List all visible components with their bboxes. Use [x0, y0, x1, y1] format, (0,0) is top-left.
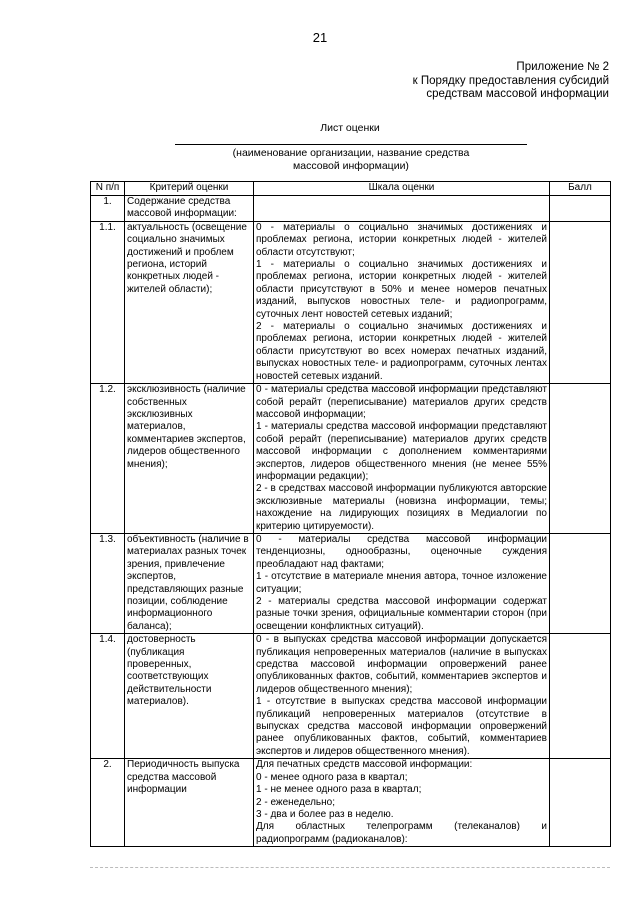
scale-cell	[254, 634, 550, 759]
score-cell[interactable]	[550, 196, 611, 222]
caption-line-1: (наименование организации, название средства	[232, 147, 470, 159]
appendix-line-1: Приложение № 2	[516, 61, 609, 73]
appendix-line-2: к Порядку предоставления субсидий	[412, 74, 609, 87]
criterion-cell: достоверность (публикация проверенных, соответствующих действительности материалов).	[125, 634, 254, 759]
table-row	[91, 533, 611, 633]
caption-line-2: массовой информации)	[293, 159, 409, 172]
evaluation-table	[90, 181, 611, 847]
scale-item: 1 - материалы средства массовой информации представляют собой рерайт (переписывание) материалов других средств массовой информации с дополнением комментариями экспертов, лидеров общественного мнения (не менее 55% информации редакции);	[256, 421, 547, 482]
score-cell[interactable]	[550, 384, 611, 534]
page-cut-line	[90, 867, 610, 868]
scale-item: 2 - в средствах массовой информации публикуются авторские эксклюзивные материалы (новизна информации, темы; нахождение на лидирующих позициях в Медиалогии по критерию цитируемости).	[256, 483, 547, 532]
table-row	[91, 634, 611, 759]
scale-item: 0 - в выпусках средства массовой информации допускается публикация непроверенных материалов (наличие в выпусках средства массовой информации опровержений ранее опубликованных фактов, событий, комментариев экспертов и лидеров общественного мнения);	[256, 634, 547, 695]
row-number: 1.	[91, 196, 125, 222]
scale-item: 2 - материалы средства массовой информации содержат разные точки зрения, официальные комментарии сторон (при освещении конфликтных ситуаций).	[256, 596, 547, 632]
table-row	[91, 759, 611, 847]
row-number: 1.4.	[91, 634, 125, 759]
table-row	[91, 196, 611, 222]
scale-item: 3 - два и более раз в неделю.	[256, 808, 394, 820]
scale-cell	[254, 384, 550, 534]
row-number: 1.1.	[91, 221, 125, 383]
scale-item: 0 - материалы средства массовой информации представляют собой рерайт (переписывание) материалов других средств массовой информации;	[256, 384, 547, 420]
organization-name-line	[175, 144, 527, 145]
sheet-title: Лист оценки	[320, 122, 380, 134]
scale-cell	[254, 759, 550, 847]
table-header-row	[91, 182, 611, 196]
criterion-cell: эксклюзивность (наличие собственных эксклюзивных материалов, комментариев экспертов, лидеров общественного мнения);	[125, 384, 254, 534]
scale-cell	[254, 533, 550, 633]
scale-cell	[254, 221, 550, 383]
scale-item: 2 - еженедельно;	[256, 796, 335, 808]
scale-item: 1 - отсутствие в материале мнения автора, точное изложение ситуации;	[256, 571, 547, 595]
header-score: Балл	[550, 182, 611, 196]
organization-name-caption	[175, 147, 527, 172]
score-cell[interactable]	[550, 533, 611, 633]
table-row	[91, 384, 611, 534]
table-body	[91, 196, 611, 847]
header-number: N п/п	[91, 182, 125, 196]
scale-item: 1 - не менее одного раза в квартал;	[256, 784, 422, 796]
scale-item: Для печатных средств массовой информации:	[256, 759, 473, 771]
row-number: 2.	[91, 759, 125, 847]
criterion-cell: Периодичность выпуска средства массовой информации	[125, 759, 254, 847]
row-number: 1.2.	[91, 384, 125, 534]
score-cell[interactable]	[550, 634, 611, 759]
scale-cell	[254, 196, 550, 222]
appendix-line-3: средствам массовой информации	[426, 88, 609, 100]
scale-item: Для областных телепрограмм (телеканалов) и радиопрограмм (радиоканалов):	[256, 821, 547, 845]
score-cell[interactable]	[550, 759, 611, 847]
scale-item: 2 - материалы о социально значимых достижениях и проблемах региона, истории конкретных людей - жителей области присутствуют во всех номерах печатных изданий, выпусках новостных теле- и радиопрограмм, суточных лентах новостей сетевых изданий.	[256, 321, 547, 382]
score-cell[interactable]	[550, 221, 611, 383]
header-scale: Шкала оценки	[254, 182, 550, 196]
page-number: 21	[312, 30, 328, 45]
header-criterion: Критерий оценки	[125, 182, 254, 196]
scale-item: 0 - менее одного раза в квартал;	[256, 771, 408, 783]
scale-item: 1 - материалы о социально значимых достижениях и проблемах региона, истории конкретных людей - жителей области присутствуют в 50% и менее номеров печатных изданий, выпусков новостных теле- и радиопрограмм, суточных лент новостей сетевых изданий;	[256, 259, 547, 320]
criterion-cell: актуальность (освещение социально значимых достижений и проблем региона, историй конкретных людей - жителей области);	[125, 221, 254, 383]
row-number: 1.3.	[91, 533, 125, 633]
criterion-cell: объективность (наличие в материалах разных точек зрения, привлечение экспертов, представляющих разные позиции, соблюдение информационного баланса);	[125, 533, 254, 633]
scale-item: 0 - материалы средства массовой информации тенденциозны, однообразны, оценочные суждения преобладают над фактами;	[256, 533, 547, 570]
scale-item: 1 - отсутствие в выпусках средства массовой информации публикаций непроверенных материалов (отсутствие в выпусках средства массовой информации опровержений ранее опубликованных фактов, событий, комментариев экспертов и лидеров общественного мнения).	[256, 696, 547, 757]
criterion-cell: Содержание средства массовой информации:	[125, 196, 254, 222]
table-row	[91, 221, 611, 383]
appendix-header	[413, 61, 609, 102]
scale-item: 0 - материалы о социально значимых достижениях и проблемах региона, истории конкретных людей - жителей области отсутствуют;	[256, 221, 547, 258]
